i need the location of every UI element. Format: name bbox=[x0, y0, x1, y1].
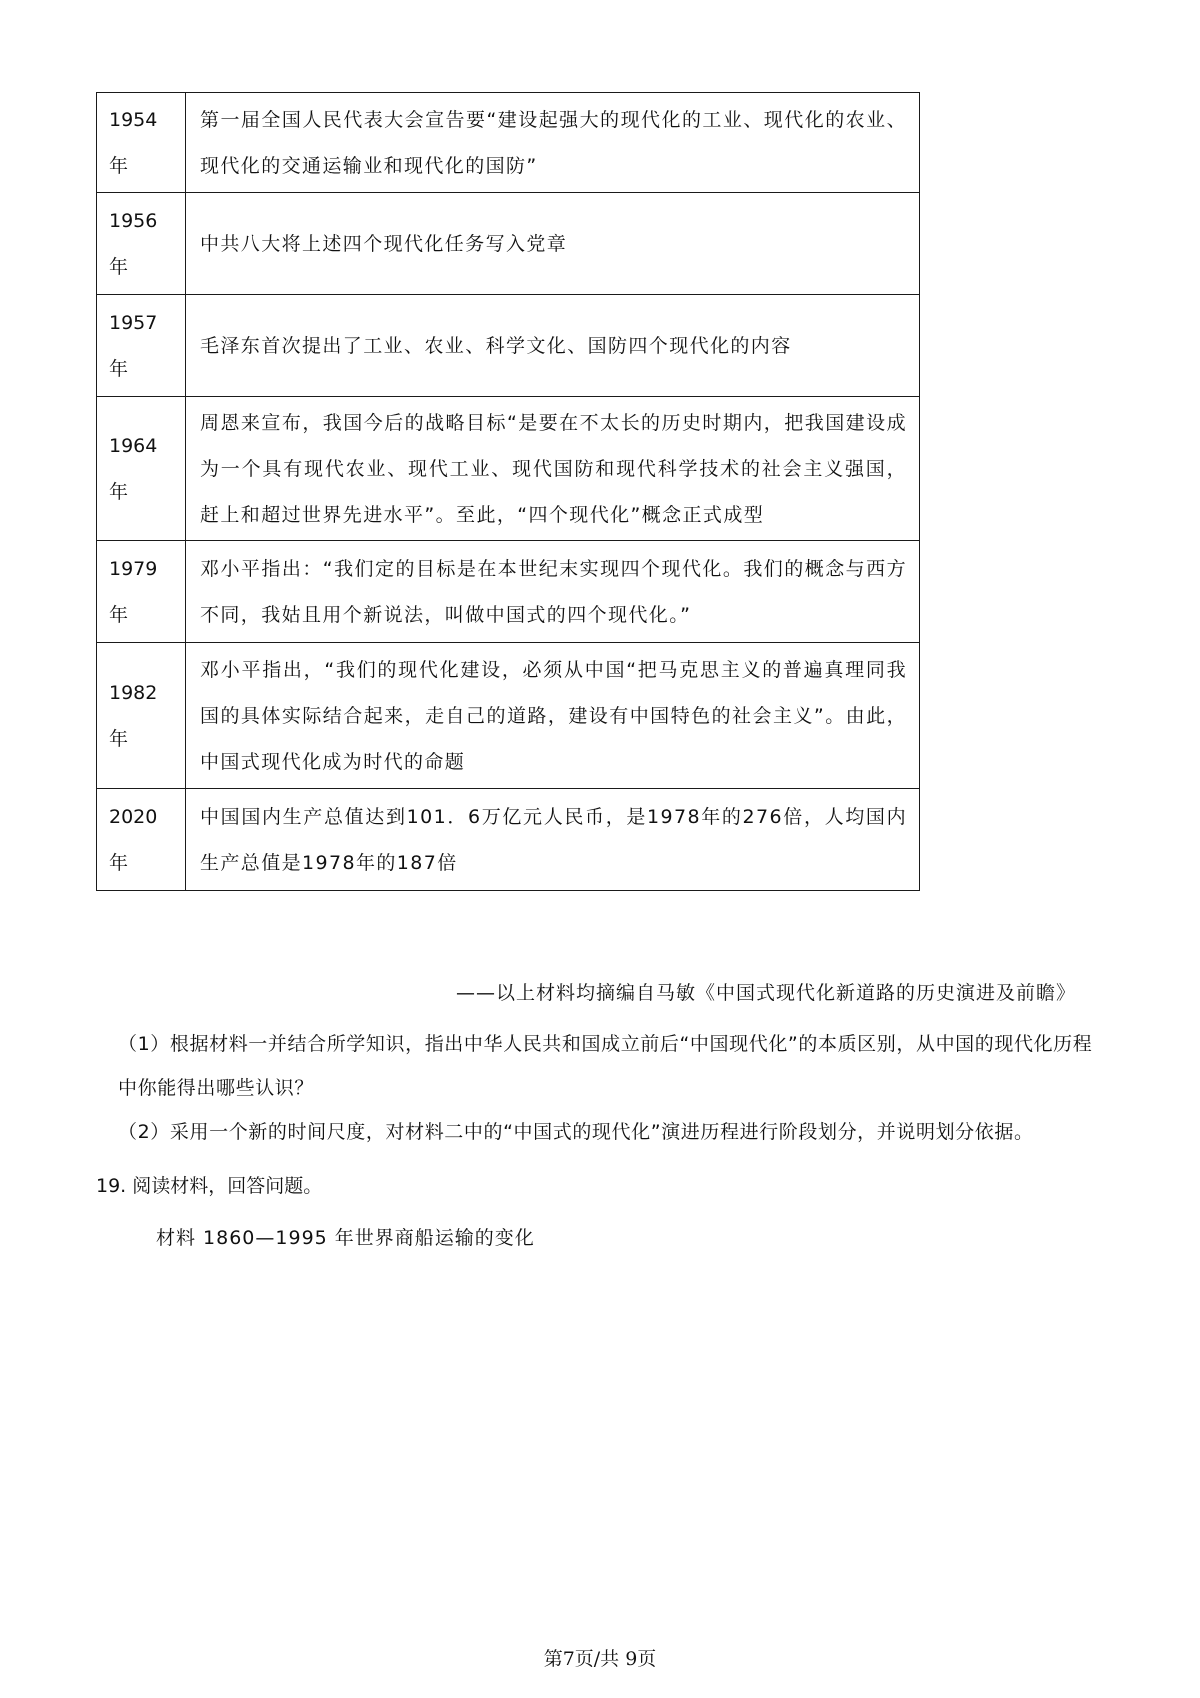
question-1: （1）根据材料一并结合所学知识，指出中华人民共和国成立前后“中国现代化”的本质区别，从中国的现代化历程中你能得出哪些认识？ bbox=[118, 1033, 1093, 1099]
year-cell bbox=[97, 541, 186, 643]
event-cell: 邓小平指出：“我们定的目标是在本世纪末实现四个现代化。我们的概念与西方不同，我姑且用个新说法，叫做中国式的四个现代化。” bbox=[186, 541, 920, 643]
year-unit: 年 bbox=[109, 154, 129, 177]
table-row bbox=[97, 541, 920, 643]
year-unit: 年 bbox=[109, 727, 129, 750]
page-footer: 第7页/共 9页 bbox=[543, 1648, 657, 1670]
year-number: 1979 bbox=[109, 557, 158, 580]
event-cell: 周恩来宣布，我国今后的战略目标“是要在不太长的历史时期内，把我国建设成为一个具有现代农业、现代工业、现代国防和现代科学技术的社会主义强国，赶上和超过世界先进水平”。至此，“四个现代化”概念正式成型 bbox=[186, 397, 920, 541]
year-unit: 年 bbox=[109, 357, 129, 380]
question-2: （2）采用一个新的时间尺度，对材料二中的“中国式的现代化”演进历程进行阶段划分，并说明划分依据。 bbox=[118, 1121, 1034, 1143]
table-row bbox=[97, 93, 920, 193]
year-number: 1957 bbox=[109, 311, 158, 334]
year-cell bbox=[97, 397, 186, 541]
year-unit: 年 bbox=[109, 603, 129, 626]
year-number: 2020 bbox=[109, 805, 158, 828]
year-number: 1956 bbox=[109, 209, 158, 232]
year-cell bbox=[97, 93, 186, 193]
timeline-body bbox=[97, 93, 920, 891]
year-number: 1954 bbox=[109, 108, 158, 131]
table-row bbox=[97, 789, 920, 891]
year-cell bbox=[97, 295, 186, 397]
table-row bbox=[97, 397, 920, 541]
question-19-heading: 19. 阅读材料，回答问题。 bbox=[96, 1175, 323, 1197]
table-row bbox=[97, 643, 920, 789]
event-cell: 毛泽东首次提出了工业、农业、科学文化、国防四个现代化的内容 bbox=[186, 295, 920, 397]
year-unit: 年 bbox=[109, 255, 129, 278]
year-number: 1964 bbox=[109, 434, 158, 457]
year-cell bbox=[97, 789, 186, 891]
year-number: 1982 bbox=[109, 681, 158, 704]
event-cell: 中国国内生产总值达到101．6万亿元人民币，是1978年的276倍，人均国内生产总值是1978年的187倍 bbox=[186, 789, 920, 891]
year-cell bbox=[97, 643, 186, 789]
source-citation: ——以上材料均摘编自马敏《中国式现代化新道路的历史演进及前瞻》 bbox=[455, 982, 1076, 1004]
year-cell bbox=[97, 193, 186, 295]
year-unit: 年 bbox=[109, 480, 129, 503]
timeline-table bbox=[96, 92, 920, 891]
event-cell: 邓小平指出，“我们的现代化建设，必须从中国“把马克思主义的普遍真理同我国的具体实际结合起来，走自己的道路，建设有中国特色的社会主义”。由此，中国式现代化成为时代的命题 bbox=[186, 643, 920, 789]
material-title: 材料 1860—1995 年世界商船运输的变化 bbox=[156, 1227, 535, 1249]
table-row bbox=[97, 193, 920, 295]
year-unit: 年 bbox=[109, 851, 129, 874]
event-cell: 第一届全国人民代表大会宣告要“建设起强大的现代化的工业、现代化的农业、现代化的交通运输业和现代化的国防” bbox=[186, 93, 920, 193]
table-row bbox=[97, 295, 920, 397]
event-cell: 中共八大将上述四个现代化任务写入党章 bbox=[186, 193, 920, 295]
